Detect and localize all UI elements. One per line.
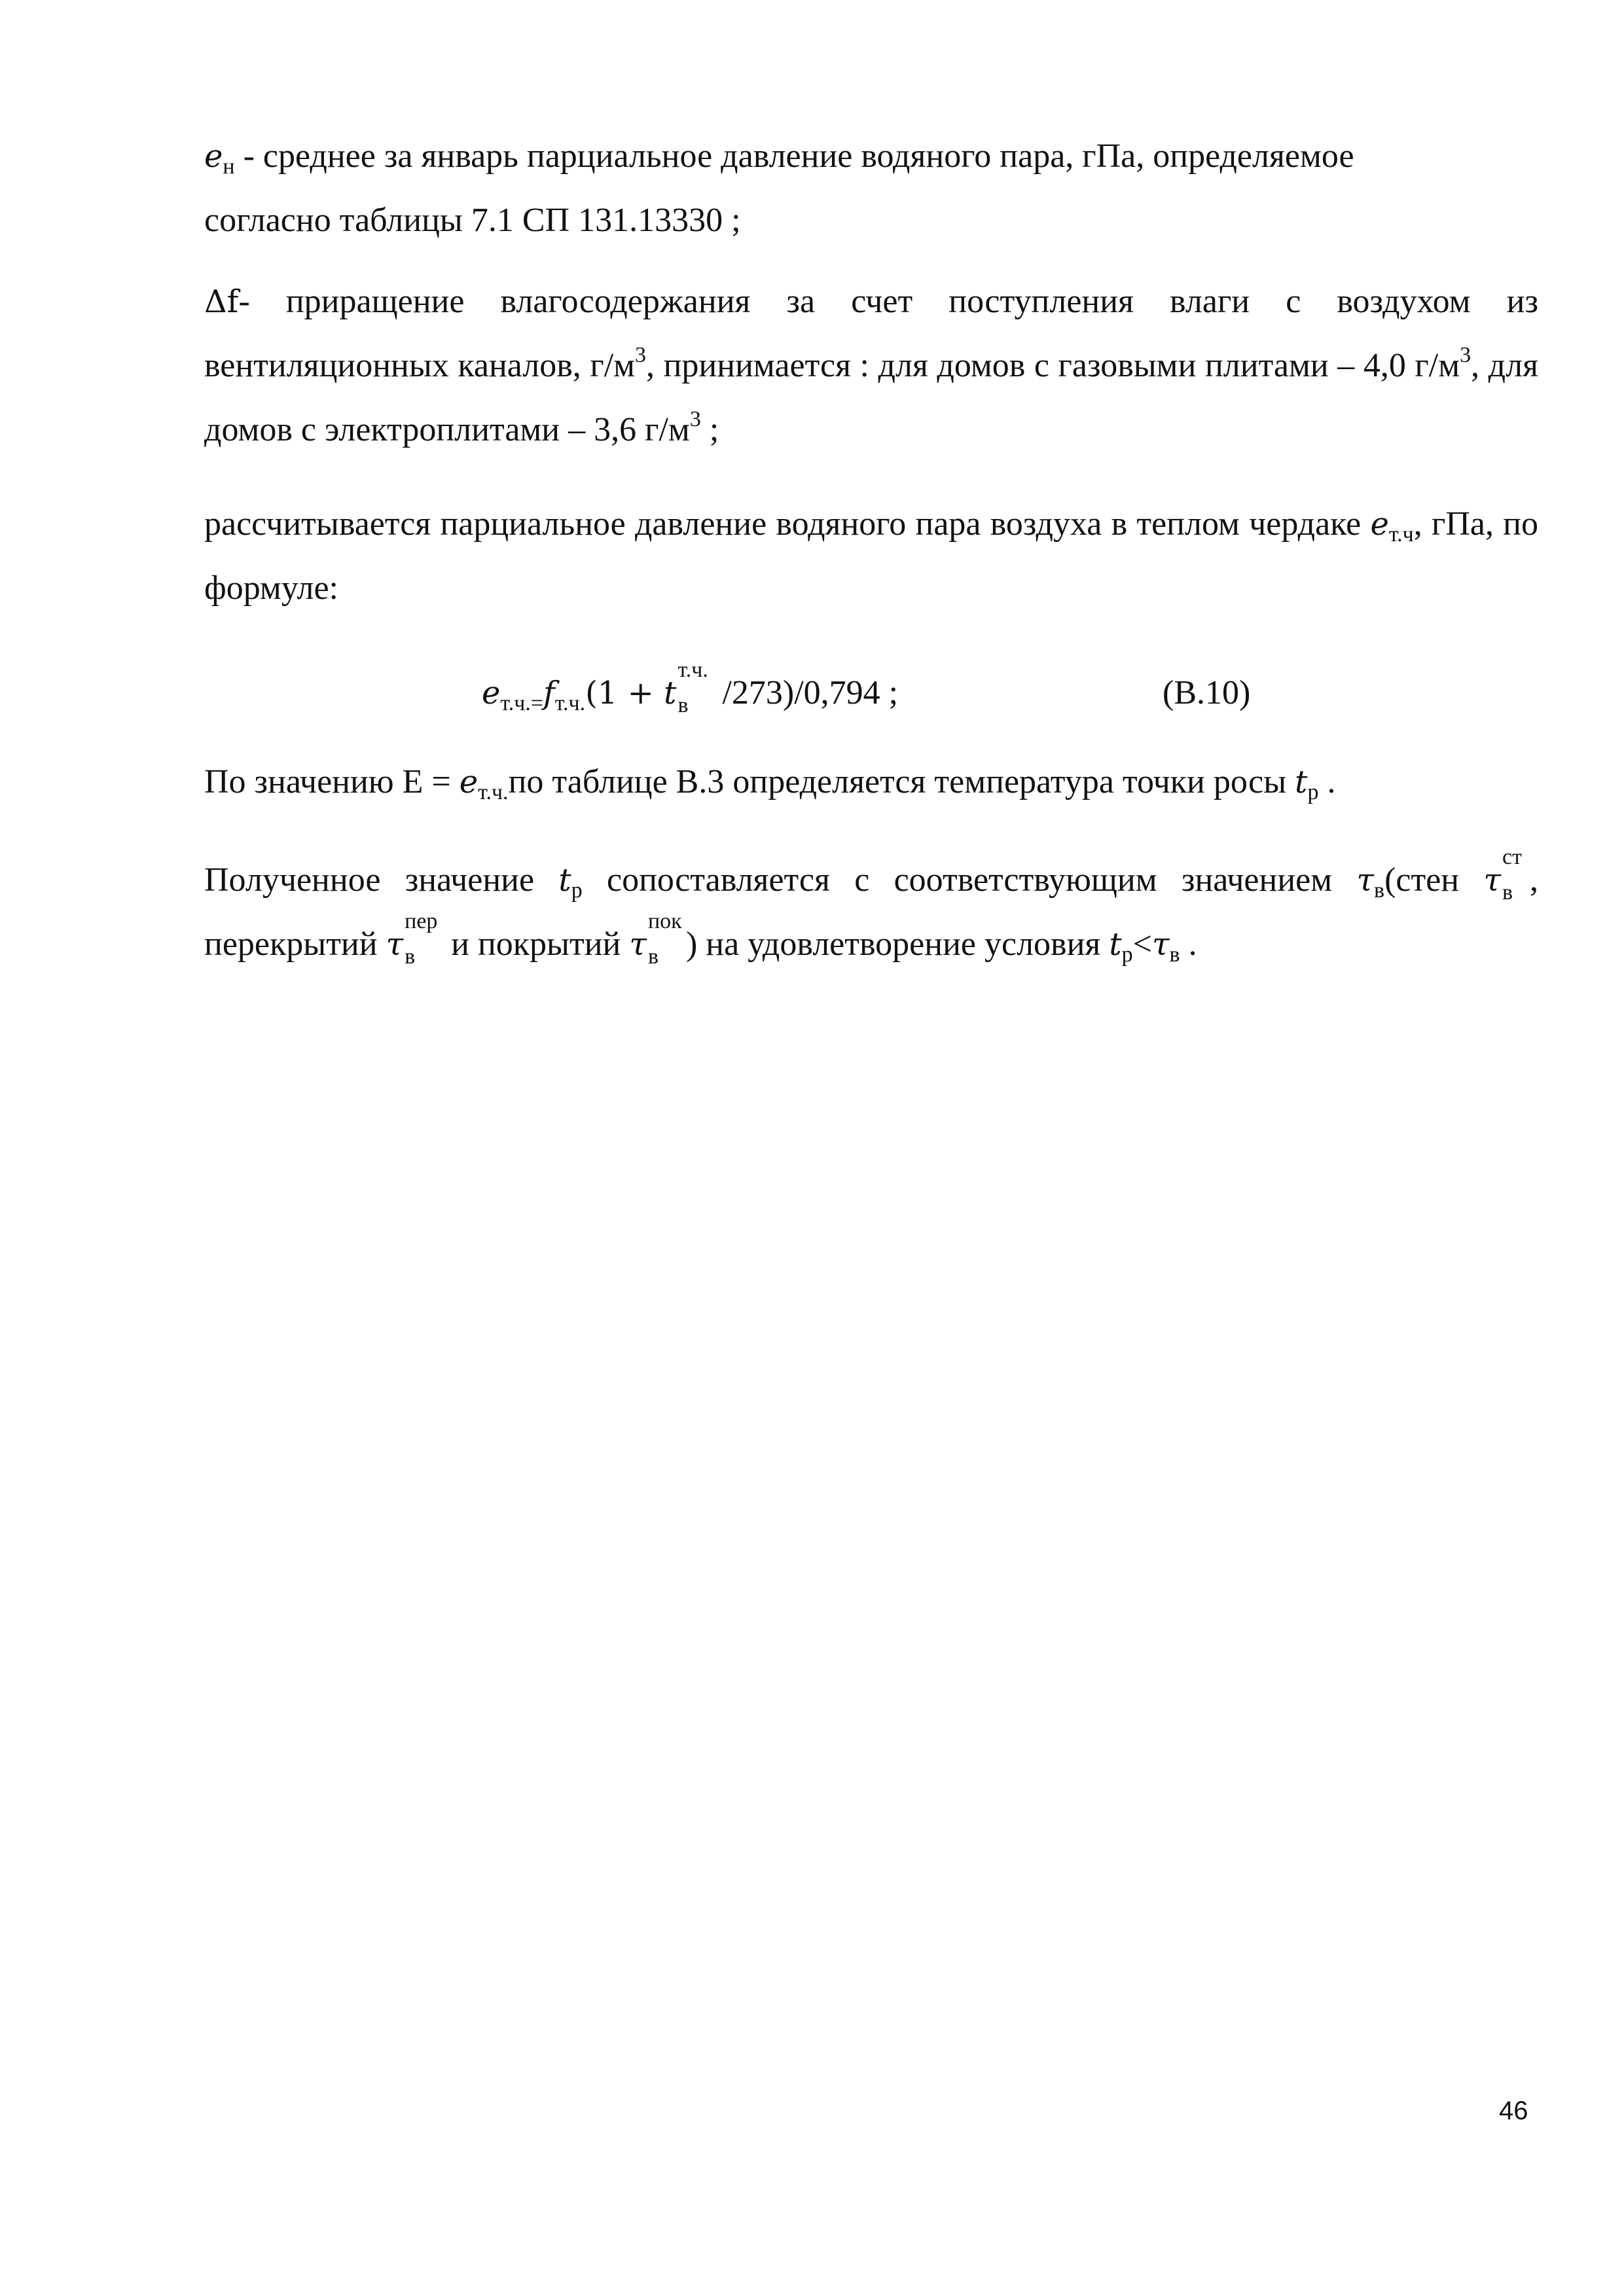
paragraph-calculation-intro <box>204 492 1538 620</box>
symbol-t: t <box>558 862 571 899</box>
symbol-delta-f: Δf <box>204 283 239 320</box>
symbol-superscript: пок <box>647 909 682 933</box>
symbol-subscript: т.ч.= <box>500 691 543 715</box>
less-than-sign: < <box>1132 925 1152 963</box>
symbol-script-stack <box>1501 845 1530 905</box>
superscript: 3 <box>635 343 647 367</box>
paragraph-text: сопоставляется с соответствующим значением <box>582 861 1357 899</box>
symbol-script-stack <box>403 909 442 969</box>
paragraph-text: , перекрытий <box>204 861 1538 963</box>
symbol-subscript: т.ч. <box>478 780 509 804</box>
symbol-subscript: р <box>571 878 583 903</box>
symbol-subscript: в <box>647 944 659 969</box>
symbol-tau: τ <box>386 926 404 963</box>
superscript: 3 <box>1460 343 1471 367</box>
paragraph-text: По значению Е = <box>204 763 460 800</box>
paragraph-text: ) на удовлетворение условия <box>685 925 1110 963</box>
symbol-subscript: в <box>405 944 416 969</box>
paragraph-comparison <box>204 845 1538 977</box>
symbol-subscript: в <box>1502 880 1513 905</box>
symbol-t: t <box>1295 764 1308 800</box>
symbol-script-stack <box>676 658 722 717</box>
paragraph-text: Полученное значение <box>204 861 559 899</box>
symbol-subscript: в <box>1374 878 1385 903</box>
paragraph-text: , принимается : для домов с газовыми плитами – 4,0 г/м <box>646 347 1460 384</box>
paragraph-dew-point <box>204 750 1538 814</box>
symbol-f: f <box>543 675 555 711</box>
symbol-script-stack <box>647 909 686 969</box>
paragraph-text: согласно таблицы 7.1 СП 131.13330 ; <box>204 202 741 239</box>
symbol-subscript: н <box>223 154 235 179</box>
paragraph-text: и покрытий <box>442 925 630 963</box>
page-number: 46 <box>1499 2096 1528 2125</box>
symbol-e: e <box>459 764 478 800</box>
symbol-e: e <box>482 675 501 711</box>
symbol-superscript: пер <box>405 909 438 933</box>
symbol-subscript: т.ч <box>1388 522 1414 547</box>
paragraph-text: рассчитывается парциальное давление водяного пара воздуха в теплом чердаке <box>204 505 1371 543</box>
symbol-tau: τ <box>1356 862 1375 899</box>
paragraph-en-definition <box>204 124 1538 253</box>
symbol-subscript: в <box>1169 942 1180 967</box>
paragraph-delta-f-definition <box>204 270 1538 462</box>
superscript: 3 <box>689 407 701 431</box>
symbol-e: e <box>204 138 223 175</box>
symbol-subscript: в <box>677 693 689 717</box>
symbol-e: e <box>1370 506 1389 543</box>
paragraph-text: - среднее за январь парциальное давление водяного пара, гПа, определяемое <box>234 137 1354 175</box>
symbol-t: t <box>664 675 677 711</box>
paragraph-text: ; <box>700 411 719 448</box>
paragraph-text: , гПа, по формуле: <box>204 505 1538 607</box>
paragraph-text: . <box>1180 925 1197 963</box>
symbol-superscript: т.ч. <box>677 658 708 682</box>
formula-paren: (1 + <box>585 675 664 711</box>
paragraph-text: . <box>1318 763 1336 800</box>
symbol-superscript: ст <box>1502 845 1522 869</box>
paragraph-text: - приращение влагосодержания за счет поступления влаги с воздухом из вентиляционных каналов, г/м <box>204 283 1538 384</box>
formula-b10 <box>482 658 899 725</box>
symbol-subscript: р <box>1121 942 1133 967</box>
formula-tail: /273)/0,794 ; <box>722 674 899 711</box>
paragraph-text: , для домов с электроплитами – 3,6 г/м <box>204 347 1538 448</box>
symbol-subscript: т.ч. <box>554 691 586 715</box>
paragraph-text: (стен <box>1384 861 1484 899</box>
symbol-tau: τ <box>1151 926 1170 963</box>
symbol-subscript: р <box>1307 780 1319 804</box>
symbol-tau: τ <box>1483 862 1501 899</box>
symbol-t: t <box>1109 926 1122 963</box>
equation-number: (В.10) <box>1163 674 1251 711</box>
symbol-tau: τ <box>629 926 647 963</box>
paragraph-text: по таблице В.3 определяется температура точки росы <box>508 763 1295 800</box>
